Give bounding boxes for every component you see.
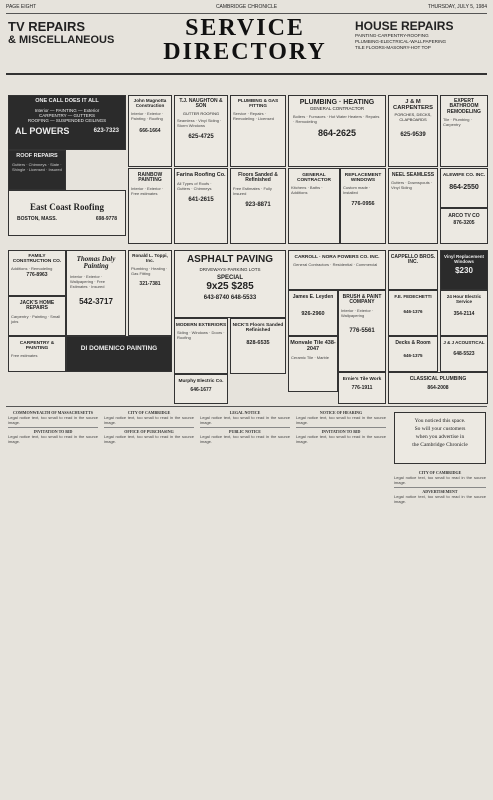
- banner-title-line2: DIRECTORY: [163, 39, 327, 65]
- floors-phone: 923-8871: [245, 201, 271, 208]
- brush-phone: 776-5561: [349, 327, 375, 334]
- al-powers-line3: ROOFING — SUSPENDED CEILINGS: [27, 118, 107, 124]
- plumbing-gas-ad: PLUMBING & GAS FITTING Service · Repairs · Remodeling · Licensed: [230, 95, 286, 167]
- banner-right-line4: TILE FLOORS-MASONRY-HOT TOP: [355, 45, 431, 50]
- nicks-phone: 828-6535: [246, 340, 270, 347]
- ronald-phone: 321-7381: [139, 280, 161, 287]
- ernie-title: Ernie's Tile Work: [342, 377, 382, 382]
- banner-rule: [6, 73, 487, 75]
- farina-title: Farina Roofing Co.: [176, 172, 226, 178]
- murphy-phone: 646-1677: [190, 387, 212, 394]
- arco-phone: 876-3205: [453, 220, 475, 227]
- header-rule: [6, 13, 487, 14]
- james-title: James E. Leyden: [292, 294, 334, 300]
- jacks-title: JACK'S HOME REPAIRS: [19, 300, 55, 312]
- al-powers-line: Interior — PAINTING — Exterior: [34, 107, 100, 113]
- ronald-title: Ronald L. Toppi, Inc.: [132, 253, 168, 263]
- jm-sub: PORCHES, DECKS, CLAPBOARDS: [394, 112, 432, 122]
- alewife-phone: 864-2550: [449, 184, 479, 192]
- heating-service-ad: [440, 290, 488, 336]
- plumbing-heating-ad: PLUMBING · HEATING GENERAL CONTRACTOR Boilers · Furnaces · Hot Water Heaters · Repairs · Remodeling 864-2625: [288, 95, 386, 167]
- legal-column-5: CITY OF CAMBRIDGE Legal notice text, too small to read in the source image. ADVERTISEMENT Legal notice text, too small to read in the source image.: [394, 470, 486, 505]
- notice-box: [394, 412, 486, 464]
- floors-sanded-ad: Floors Sanded & Refinished Free Estimates · Fully Insured 923-8871: [230, 168, 286, 244]
- issue-date: THURSDAY, JULY 5, 1984: [427, 4, 487, 10]
- magnotta-title: John Magnotta Construction: [133, 98, 167, 108]
- domenico-ad: [66, 336, 172, 372]
- acoustical-ad: [440, 336, 488, 372]
- legal-heading-4: OFFICE OF PURCHASING: [124, 429, 174, 435]
- jm-carpenters-ad: [388, 95, 438, 167]
- carpentry-title: CARPENTRY & PAINTING: [19, 341, 55, 352]
- banner-title-line1: SERVICE: [185, 15, 305, 41]
- roof-repairs-title: ROOF REPAIRS: [16, 153, 58, 159]
- replacement-windows-ad: REPLACEMENT WINDOWS Custom made · Installed 776-0956: [340, 168, 386, 244]
- modern-title: MODERN EXTERIORS: [175, 323, 227, 328]
- al-powers-phone: 623-7323: [93, 128, 119, 135]
- banner-right-line3: PLUMBING-ELECTRICAL-WALLPAPERING: [355, 39, 447, 44]
- jacks-home-repairs-ad: JACK'S HOME REPAIRS Carpentry · Painting · Small jobs: [8, 296, 66, 336]
- banner-title: [160, 16, 330, 64]
- monvale-title: Monvale Tile 438-2047: [290, 340, 336, 352]
- carroll-ad: CARROLL · NORA POWERS CO. INC. General Contractors · Residential · Commercial: [288, 250, 386, 290]
- banner-right: [355, 19, 487, 51]
- naughton-title: T.J. NAUGHTON & SON: [179, 98, 223, 110]
- thomas-title: Thomas Daly Painting: [76, 255, 116, 271]
- plumbing-heating-title: PLUMBING · HEATING: [299, 99, 375, 106]
- carpentry-ad: CARPENTRY & PAINTING Free estimates: [8, 336, 66, 372]
- naughton-ad: T.J. NAUGHTON & SON GUTTER ROOFING Seamless · Vinyl Siding · Storm Windows 625-4725: [174, 95, 228, 167]
- monvale-tile-ad: Monvale Tile 438-2047 Ceramic Tile · Marble: [288, 336, 338, 392]
- magnotta-ad: John Magnotta Construction Interior · Exterior · Painting · Roofing 666-1664: [128, 95, 172, 167]
- vinyl-title: Vinyl Replacement Windows: [444, 254, 484, 264]
- classical-plumbing-ad: [388, 372, 488, 404]
- legal-heading-6: PUBLIC NOTICE: [229, 429, 261, 435]
- decks-phone: 646-1375: [403, 353, 423, 359]
- rainbow-painting-ad: RAINBOW PAINTING Interior · Exterior · Free estimates: [128, 168, 172, 244]
- general-title: GENERAL CONTRACTOR: [296, 173, 332, 184]
- notice-line3: when you advertise in: [415, 434, 465, 440]
- modern-exteriors-ad: MODERN EXTERIORS Siding · Windows · Doors · Roofing: [174, 318, 228, 374]
- expert-title: EXPERT BATHROOM REMODELING: [447, 98, 481, 115]
- east-coast-phone: 698-9778: [95, 216, 117, 223]
- al-powers-name: AL POWERS: [15, 126, 70, 137]
- legal-heading-3: CITY OF CAMBRIDGE: [127, 410, 171, 415]
- murphy-electric-ad: [174, 374, 228, 404]
- al-powers-line2: CARPENTRY — GUTTERS: [38, 112, 96, 118]
- fedechetti-title: F.E. FEDECHETTI: [394, 294, 432, 299]
- arco-tv-ad: [440, 208, 488, 244]
- banner-left-line1: TV REPAIRS: [8, 19, 86, 34]
- james-leyden-ad: [288, 290, 338, 336]
- east-coast-roofing-ad: [8, 190, 126, 236]
- murphy-title: Murphy Electric Co.: [178, 379, 224, 384]
- cappello-ad: [388, 250, 438, 290]
- plumbing-heating-sub: GENERAL CONTRACTOR: [309, 106, 365, 112]
- heating-phone: 354-2114: [453, 311, 475, 318]
- ernie-tile-ad: [338, 372, 386, 404]
- family-title: FAMILY CONSTRUCTION CO.: [12, 254, 62, 265]
- legal-heading-10: ADVERTISEMENT: [422, 489, 458, 495]
- brush-paint-ad: BRUSH & PAINT COMPANY Interior · Exterior · Wallpapering 776-5561: [338, 290, 386, 372]
- east-coast-title: East Coast Roofing: [29, 202, 104, 212]
- plumbing-phone: 864-2625: [317, 127, 357, 138]
- notice-line4: the Cambridge Chronicle: [412, 442, 468, 448]
- asphalt-title: ASPHALT PAVING: [186, 254, 274, 265]
- al-powers-ad: [8, 95, 126, 150]
- cappello-title: CAPPELLO BROS. INC.: [390, 254, 436, 266]
- jm-title: J & M CARPENTERS: [393, 99, 433, 112]
- fedechetti-phone: 646-1376: [403, 308, 423, 314]
- asphalt-paving-ad: [174, 250, 286, 318]
- legal-column-2: CITY OF CAMBRIDGE Legal notice text, too small to read in the source image. OFFICE OF PURCHASING Legal notice text, too small to read in the source image.: [104, 410, 194, 445]
- thomas-daly-ad: Thomas Daly Painting Interior · Exterior · Wallpapering · Free Estimates · Insured 542-3717: [66, 250, 126, 336]
- general-contractor-ad: GENERAL CONTRACTOR Kitchens · Baths · Additions: [288, 168, 340, 244]
- legal-heading-2: INVITATION TO BID: [33, 429, 73, 435]
- asphalt-special: SPECIAL: [216, 274, 243, 281]
- james-phone: 926-2960: [301, 311, 325, 318]
- ads-bottom-rule: [6, 406, 487, 407]
- magnotta-phone: 666-1664: [139, 127, 161, 134]
- rainbow-title: RAINBOW PAINTING: [137, 172, 163, 184]
- floors-title: Floors Sanded & Refinished: [238, 172, 278, 184]
- family-construction-ad: FAMILY CONSTRUCTION CO. Additions · Remodeling 776-8963: [8, 250, 66, 296]
- east-coast-city: BOSTON, MASS.: [17, 216, 57, 223]
- classical-title: CLASSICAL PLUMBING: [409, 376, 467, 382]
- banner-left: [8, 20, 128, 47]
- asphalt-phones: 643-8740 648-5533: [203, 295, 257, 302]
- vinyl-windows-ad: [440, 250, 488, 290]
- thomas-phone: 542-3717: [79, 296, 113, 306]
- legal-column-1: COMMONWEALTH OF MASSACHUSETTS Legal notice text, too small to read in the source image. INVITATION TO BID Legal notice text, too small to read in the source image.: [8, 410, 98, 445]
- legal-column-4: NOTICE OF HEARING Legal notice text, too small to read in the source image. INVITATION TO BID Legal notice text, too small to read in the source image.: [296, 410, 386, 445]
- classical-phone: 864-2008: [427, 385, 449, 392]
- jm-phone: 625-9539: [400, 132, 426, 139]
- arco-title: ARCO TV CO: [448, 213, 480, 219]
- domenico-title: DI DOMENICO PAINTING: [80, 345, 158, 352]
- banner-left-line2: & MISCELLANEOUS: [8, 34, 115, 46]
- page-header: [6, 4, 487, 12]
- legal-column-3: LEGAL NOTICE Legal notice text, too small to read in the source image. PUBLIC NOTICE Legal notice text, too small to read in the source image.: [200, 410, 290, 445]
- vinyl-price: $230: [455, 266, 473, 276]
- newspaper-name: CAMBRIDGE CHRONICLE: [215, 4, 278, 10]
- al-powers-top: ONE CALL DOES IT ALL: [35, 98, 99, 104]
- legal-heading-1: COMMONWEALTH OF MASSACHUSETTS: [13, 410, 93, 415]
- legal-heading-9: CITY OF CAMBRIDGE: [418, 470, 462, 475]
- brush-title: BRUSH & PAINT COMPANY: [342, 294, 382, 306]
- notice-line1: You noticed this space.: [414, 418, 466, 424]
- asphalt-price: 9x25 $285: [206, 280, 254, 292]
- family-phone: 776-8963: [26, 272, 48, 279]
- naughton-sub: GUTTER ROOFING: [182, 110, 220, 116]
- carroll-title: CARROLL · NORA POWERS CO. INC.: [294, 255, 380, 260]
- nicks-floors-ad: [230, 318, 286, 374]
- decks-room-ad: [388, 336, 438, 372]
- banner-right-line1: HOUSE REPAIRS: [355, 19, 454, 33]
- heating-title: 24 Hour Electric Service: [446, 294, 482, 304]
- fedechetti-ad: [388, 290, 438, 336]
- decks-title: Decks & Room: [395, 340, 431, 346]
- expert-bathroom-ad: EXPERT BATHROOM REMODELING Tile · Plumbing · Carpentry: [440, 95, 488, 167]
- alewife-title: ALEWIFE CO. INC.: [442, 173, 486, 178]
- legal-heading-5: LEGAL NOTICE: [229, 410, 261, 415]
- alewife-ad: [440, 168, 488, 208]
- ernie-phone: 776-1911: [351, 385, 373, 392]
- farina-roofing-ad: Farina Roofing Co. All Types of Roofs · Gutters · Chimneys 641-2615: [174, 168, 228, 244]
- replacement-phone: 776-0956: [351, 201, 375, 208]
- roof-repairs-ad: ROOF REPAIRS Gutters · Chimneys · Slate · Shingle · Licensed · Insured: [8, 150, 66, 190]
- acoustical-phone: 648-5523: [453, 350, 475, 357]
- asphalt-sub: DRIVEWAYS·PARKING LOTS: [199, 266, 261, 272]
- legal-heading-8: INVITATION TO BID: [321, 429, 361, 435]
- page-number: PAGE EIGHT: [6, 4, 37, 10]
- notice-line2: So will your customers: [414, 426, 466, 432]
- legal-heading-7: NOTICE OF HEARING: [319, 410, 363, 415]
- banner-right-line2: PAINTING-CARPENTRY-ROOFING: [355, 33, 429, 38]
- ronald-toppi-ad: Ronald L. Toppi, Inc. Plumbing · Heating · Gas Fitting 321-7381: [128, 250, 172, 336]
- acoustical-title: J & J ACOUSTICAL: [443, 340, 485, 345]
- naughton-phone: 625-4725: [188, 134, 214, 141]
- farina-phone: 641-2615: [188, 196, 214, 203]
- replacement-title: REPLACEMENT WINDOWS: [344, 173, 382, 184]
- neel-seamless-ad: NEEL SEAMLESS Gutters · Downspouts · Vinyl Siding: [388, 168, 438, 244]
- neel-title: NEEL SEAMLESS: [391, 172, 435, 178]
- nicks-title: NICK'S Floors Sanded Refinished: [232, 323, 284, 334]
